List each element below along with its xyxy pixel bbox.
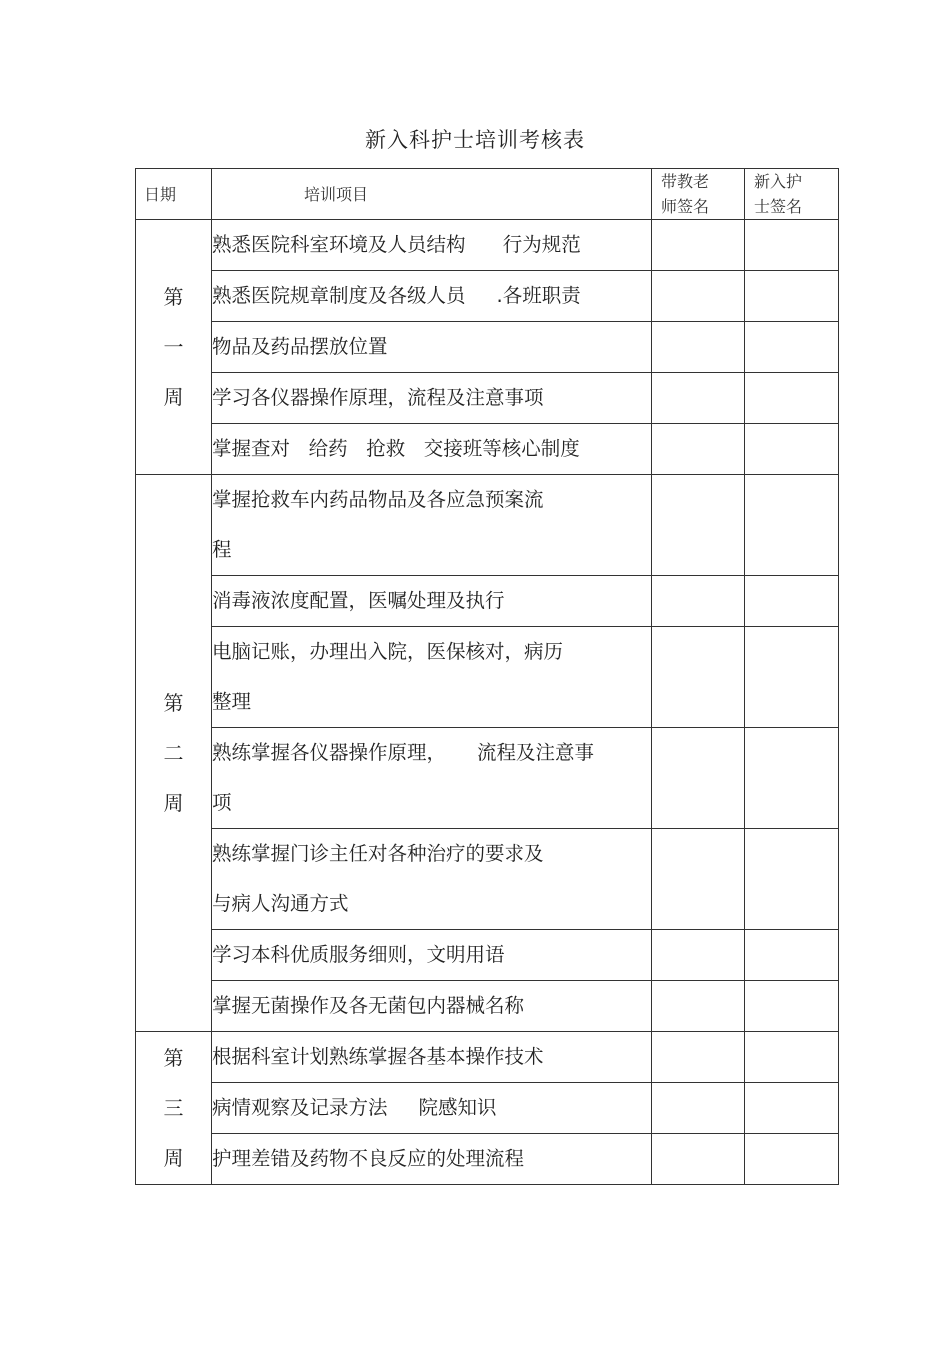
nurse-signature-cell[interactable] [745, 576, 839, 627]
training-assessment-table [135, 168, 839, 1185]
teacher-signature-cell[interactable] [652, 1032, 745, 1083]
training-item: 熟悉医院规章制度及各级人员 .各班职责 [212, 271, 652, 322]
teacher-signature-cell[interactable] [652, 981, 745, 1032]
training-item: 护理差错及药物不良反应的处理流程 [212, 1134, 652, 1185]
table-row [136, 576, 839, 627]
teacher-signature-cell[interactable] [652, 576, 745, 627]
nurse-signature-cell[interactable] [745, 728, 839, 829]
header-row [136, 169, 839, 220]
training-item: 学习本科优质服务细则，文明用语 [212, 930, 652, 981]
table-row [136, 1134, 839, 1185]
week-label-char: 周 [163, 1146, 184, 1170]
nurse-signature-cell[interactable] [745, 271, 839, 322]
nurse-signature-cell[interactable] [745, 1083, 839, 1134]
header-teacher-signature [652, 169, 745, 220]
table-row [136, 322, 839, 373]
table-row [136, 627, 839, 728]
teacher-signature-cell[interactable] [652, 322, 745, 373]
nurse-signature-cell[interactable] [745, 981, 839, 1032]
table-row [136, 475, 839, 576]
teacher-signature-cell[interactable] [652, 475, 745, 576]
training-item-line: 项 [212, 791, 232, 814]
nurse-signature-cell[interactable] [745, 627, 839, 728]
week-label-char: 第 [163, 691, 184, 715]
teacher-signature-cell[interactable] [652, 1083, 745, 1134]
training-item: 消毒液浓度配置，医嘱处理及执行 [212, 576, 652, 627]
nurse-signature-cell[interactable] [745, 424, 839, 475]
header-date: 日期 [136, 169, 212, 220]
page-title: 新入科护士培训考核表 [365, 128, 585, 152]
header-training-item: 培训项目 [212, 169, 652, 220]
header-teacher-sig-line1: 带教老 [661, 172, 710, 191]
header-nurse-sig-line1: 新入护 [754, 172, 803, 191]
training-item [212, 829, 652, 930]
teacher-signature-cell[interactable] [652, 424, 745, 475]
teacher-signature-cell[interactable] [652, 1134, 745, 1185]
header-nurse-sig-line2: 士签名 [754, 197, 803, 216]
week-3-label [136, 1032, 212, 1185]
nurse-signature-cell[interactable] [745, 930, 839, 981]
training-item: 熟悉医院科室环境及人员结构 行为规范 [212, 220, 652, 271]
training-item: 物品及药品摆放位置 [212, 322, 652, 373]
week-label-char: 二 [163, 741, 184, 765]
table-row [136, 220, 839, 271]
table-row [136, 424, 839, 475]
table-row [136, 728, 839, 829]
training-item: 病情观察及记录方法 院感知识 [212, 1083, 652, 1134]
table-row [136, 1083, 839, 1134]
header-nurse-signature [745, 169, 839, 220]
training-item [212, 475, 652, 576]
training-item [212, 728, 652, 829]
training-item-line: 与病人沟通方式 [212, 892, 349, 915]
week-label-char: 周 [163, 791, 184, 815]
training-item: 根据科室计划熟练掌握各基本操作技术 [212, 1032, 652, 1083]
week-label-char: 一 [163, 335, 184, 359]
teacher-signature-cell[interactable] [652, 930, 745, 981]
nurse-signature-cell[interactable] [745, 829, 839, 930]
teacher-signature-cell[interactable] [652, 271, 745, 322]
nurse-signature-cell[interactable] [745, 475, 839, 576]
nurse-signature-cell[interactable] [745, 322, 839, 373]
teacher-signature-cell[interactable] [652, 728, 745, 829]
teacher-signature-cell[interactable] [652, 627, 745, 728]
training-item-line: 熟练掌握各仪器操作原理， 流程及注意事 [212, 741, 594, 764]
teacher-signature-cell[interactable] [652, 373, 745, 424]
table-row [136, 1032, 839, 1083]
training-item-line: 熟练掌握门诊主任对各种治疗的要求及 [212, 842, 544, 865]
teacher-signature-cell[interactable] [652, 829, 745, 930]
table-row [136, 829, 839, 930]
teacher-signature-cell[interactable] [652, 220, 745, 271]
header-teacher-sig-line2: 师签名 [661, 197, 710, 216]
training-item-line: 电脑记账，办理出入院，医保核对，病历 [212, 640, 564, 663]
week-1-label [136, 220, 212, 475]
nurse-signature-cell[interactable] [745, 220, 839, 271]
table-row [136, 271, 839, 322]
nurse-signature-cell[interactable] [745, 1134, 839, 1185]
training-item [212, 627, 652, 728]
nurse-signature-cell[interactable] [745, 1032, 839, 1083]
nurse-signature-cell[interactable] [745, 373, 839, 424]
week-2-label [136, 475, 212, 1032]
training-item: 掌握无菌操作及各无菌包内器械名称 [212, 981, 652, 1032]
week-label-char: 第 [163, 285, 184, 309]
week-label-char: 第 [163, 1046, 184, 1070]
table-row [136, 930, 839, 981]
table-row [136, 981, 839, 1032]
training-item-line: 整理 [212, 690, 252, 713]
week-label-char: 三 [163, 1096, 184, 1120]
table-row [136, 373, 839, 424]
week-label-char: 周 [163, 385, 184, 409]
training-item-line: 程 [212, 538, 232, 561]
training-item-line: 掌握抢救车内药品物品及各应急预案流 [212, 488, 544, 511]
training-item: 学习各仪器操作原理，流程及注意事项 [212, 373, 652, 424]
training-item: 掌握查对 给药 抢救 交接班等核心制度 [212, 424, 652, 475]
